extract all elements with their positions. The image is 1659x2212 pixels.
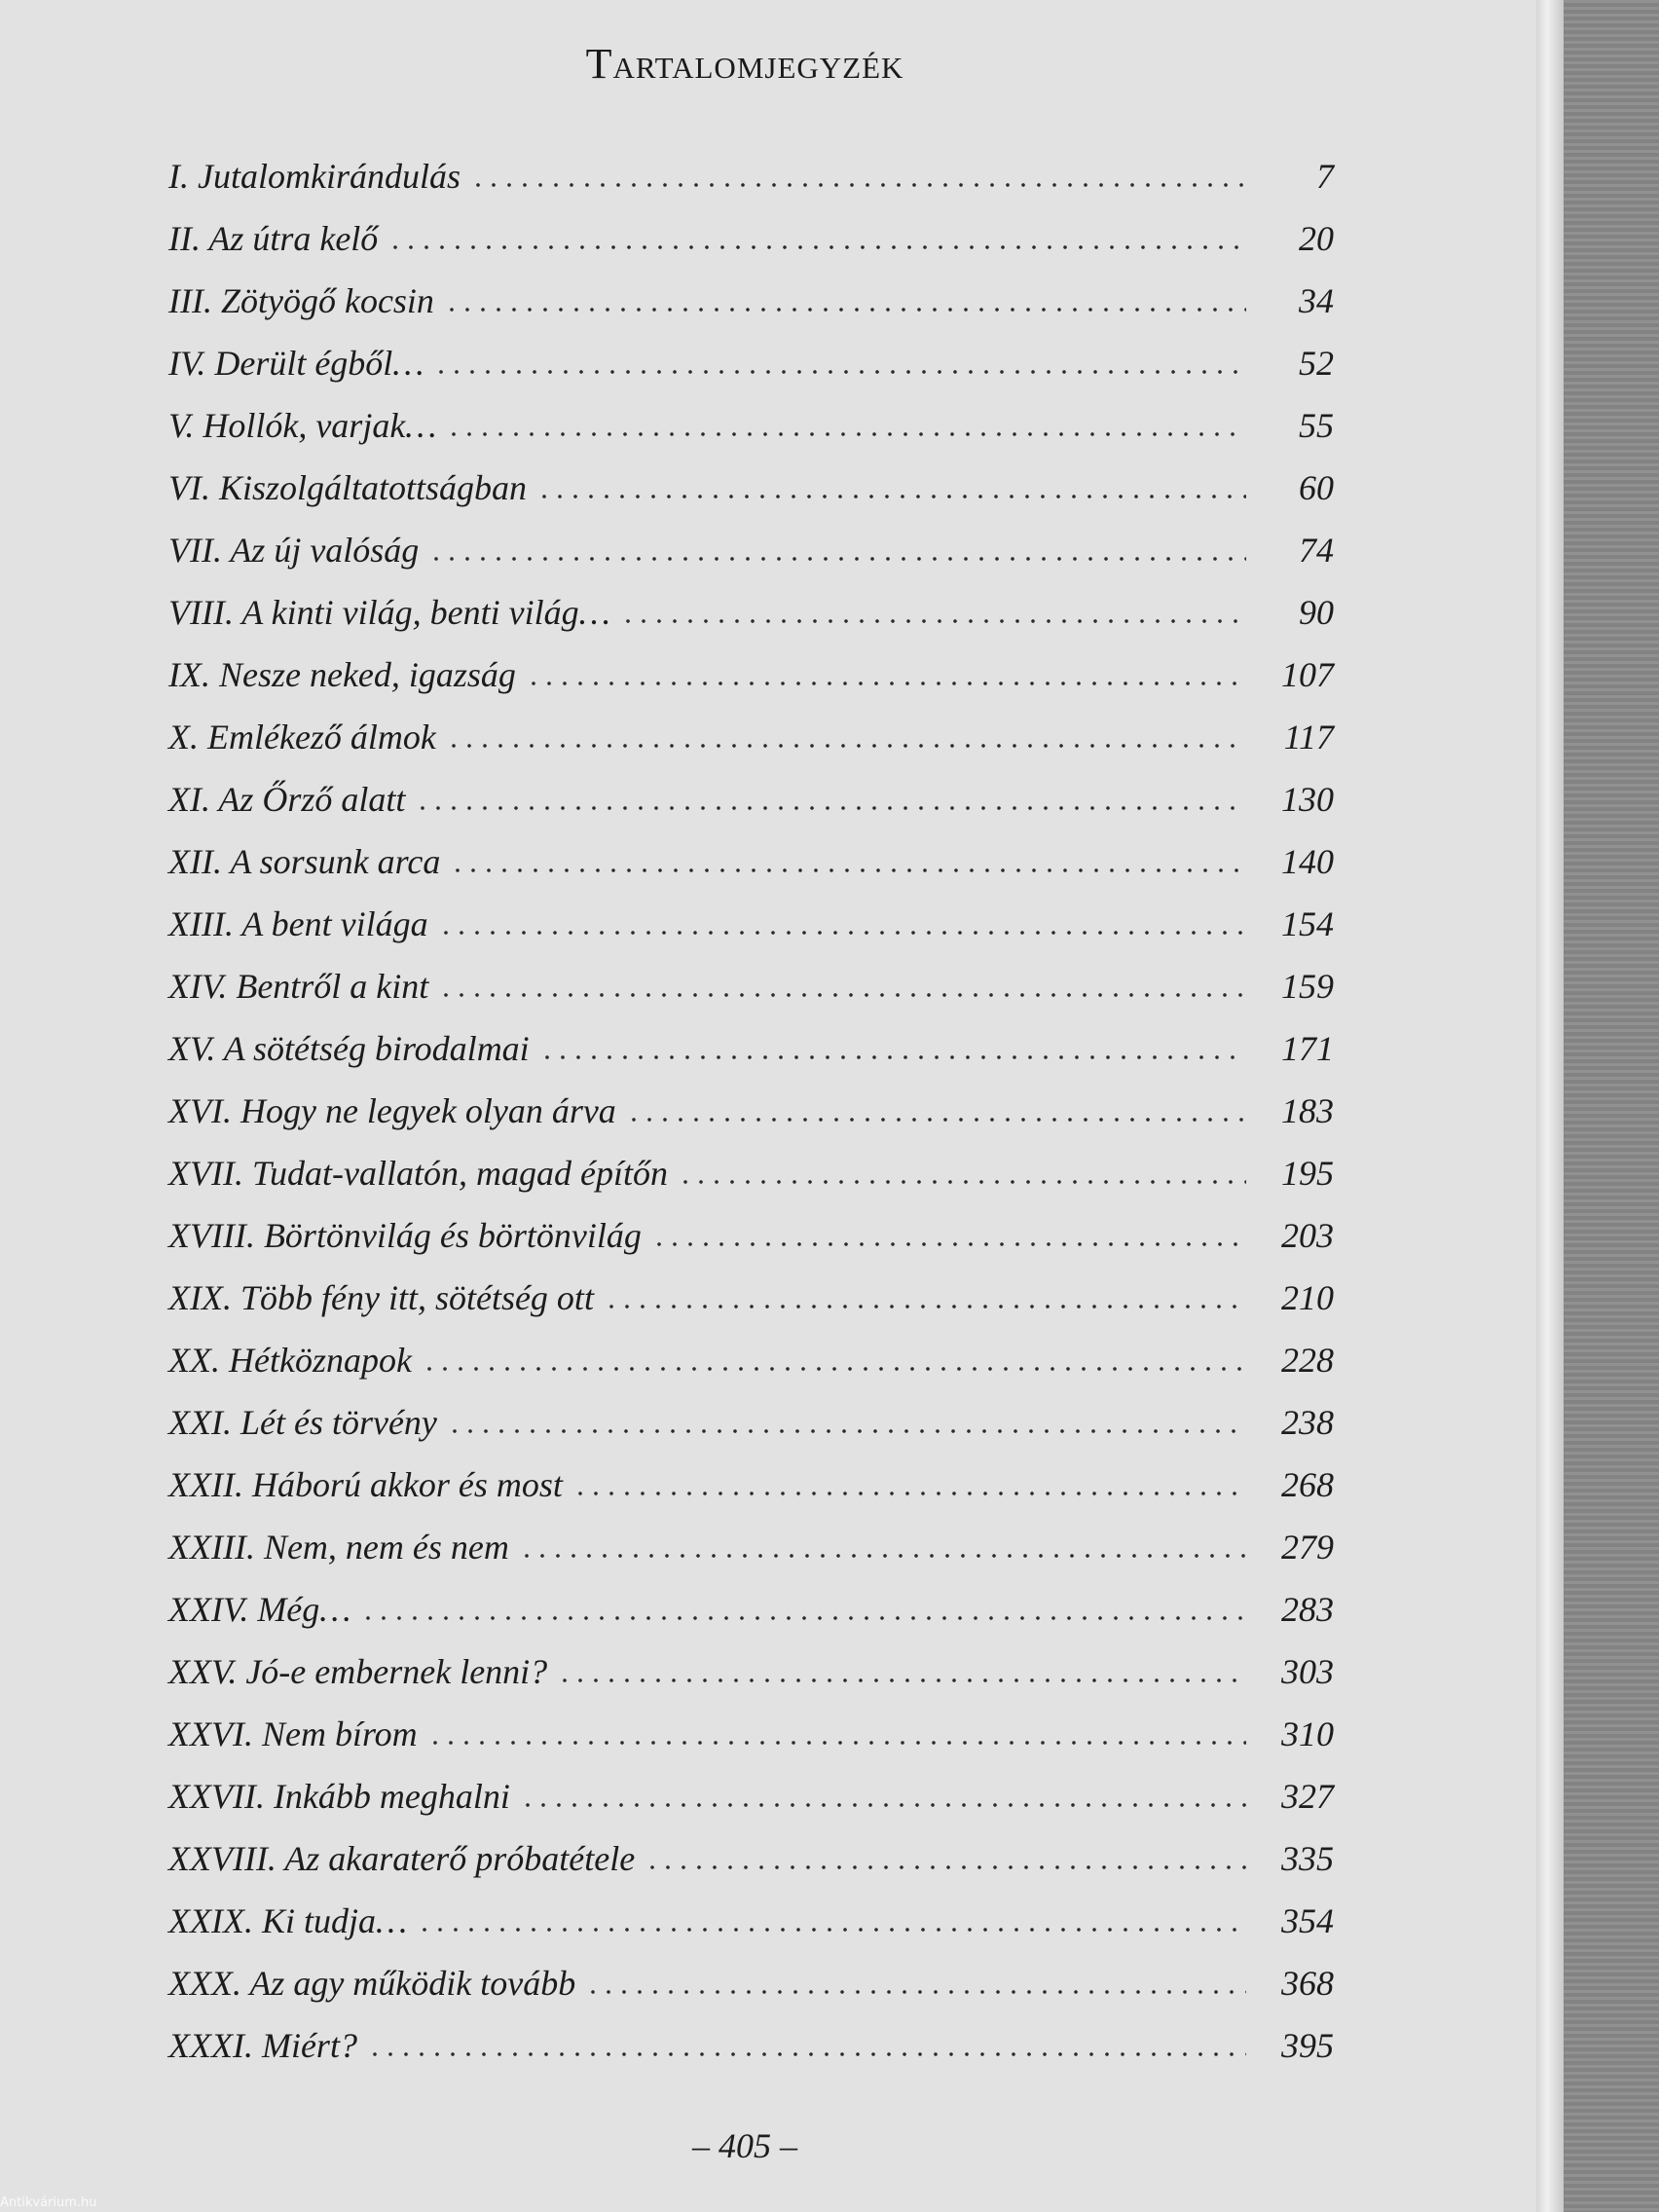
page-edge <box>1536 0 1564 2212</box>
dot-leader <box>444 307 1246 313</box>
chapter-page-number: 171 <box>1281 1029 1334 1068</box>
chapter-title: XXII. Háború akkor és most <box>168 1465 563 1504</box>
dot-leader <box>626 1117 1246 1123</box>
toc-entry <box>168 717 1334 779</box>
toc-entry <box>168 903 1334 966</box>
chapter-page-number: 130 <box>1281 780 1334 819</box>
dot-leader <box>620 618 1246 624</box>
background-surface <box>1564 0 1659 2212</box>
toc-entry <box>168 1838 1334 1900</box>
chapter-page-number: 140 <box>1281 842 1334 881</box>
chapter-title: XI. Az Őrző alatt <box>168 780 406 819</box>
toc-entry <box>168 156 1334 218</box>
watermark-text: Antikvárium.hu <box>0 2195 97 2210</box>
chapter-page-number: 335 <box>1281 1839 1334 1878</box>
chapter-title: XX. Hétköznapok <box>168 1341 412 1380</box>
toc-entry <box>168 530 1334 592</box>
toc-entry <box>168 841 1334 903</box>
chapter-page-number: 117 <box>1283 718 1334 756</box>
chapter-page-number: 238 <box>1281 1403 1334 1442</box>
chapter-title: XVII. Tudat-vallatón, magad építőn <box>168 1154 668 1193</box>
toc-entry <box>168 1527 1334 1589</box>
chapter-title: XV. A sötétség birodalmai <box>168 1029 530 1068</box>
dot-leader <box>585 1989 1246 1995</box>
chapter-page-number: 7 <box>1316 157 1334 196</box>
chapter-title: XXVII. Inkább meghalni <box>168 1777 510 1816</box>
dot-leader <box>519 1553 1246 1559</box>
dot-leader <box>651 1241 1246 1247</box>
dot-leader <box>438 992 1246 998</box>
dot-leader <box>536 494 1246 499</box>
chapter-title: V. Hollók, varjak… <box>168 406 437 445</box>
toc-entry <box>168 966 1334 1028</box>
dot-leader <box>422 1366 1246 1372</box>
chapter-page-number: 303 <box>1281 1652 1334 1691</box>
chapter-title: XIII. A bent világa <box>168 904 428 943</box>
chapter-title: X. Emlékező álmok <box>168 718 436 756</box>
chapter-page-number: 327 <box>1281 1777 1334 1816</box>
toc-entry <box>168 343 1334 405</box>
dot-leader <box>450 867 1246 873</box>
dot-leader <box>427 1740 1246 1746</box>
toc-entry <box>168 1589 1334 1651</box>
dot-leader <box>387 244 1246 250</box>
chapter-title: XII. A sorsunk arca <box>168 842 441 881</box>
chapter-title: VI. Kiszolgáltatottságban <box>168 468 528 507</box>
toc-entry <box>168 1340 1334 1402</box>
dot-leader <box>557 1677 1246 1683</box>
toc-entry <box>168 1963 1334 2025</box>
chapter-page-number: 203 <box>1281 1216 1334 1255</box>
toc-entry <box>168 1090 1334 1153</box>
dot-leader <box>438 930 1246 936</box>
chapter-page-number: 74 <box>1299 531 1334 570</box>
toc-entry <box>168 1402 1334 1464</box>
toc-entry <box>168 1153 1334 1215</box>
chapter-page-number: 107 <box>1281 655 1334 694</box>
chapter-page-number: 90 <box>1299 593 1334 632</box>
dot-leader <box>645 1864 1246 1870</box>
dot-leader <box>447 1428 1246 1434</box>
toc-entry <box>168 1714 1334 1776</box>
dot-leader <box>572 1491 1246 1496</box>
chapter-title: XXIX. Ki tudja… <box>168 1901 407 1940</box>
page-title: Tartalomjegyzék <box>585 40 904 88</box>
chapter-title: IV. Derült égből… <box>168 344 424 383</box>
toc-entry <box>168 467 1334 530</box>
chapter-page-number: 210 <box>1281 1278 1334 1317</box>
toc-entry <box>168 1464 1334 1527</box>
chapter-page-number: 159 <box>1281 967 1334 1006</box>
toc-entry <box>168 1651 1334 1714</box>
chapter-title: XVI. Hogy ne legyek olyan árva <box>168 1091 616 1130</box>
dot-leader <box>604 1304 1246 1309</box>
chapter-page-number: 395 <box>1281 2026 1334 2065</box>
chapter-page-number: 268 <box>1281 1465 1334 1504</box>
toc-entry <box>168 1277 1334 1340</box>
chapter-page-number: 55 <box>1299 406 1334 445</box>
chapter-page-number: 310 <box>1281 1714 1334 1753</box>
chapter-page-number: 354 <box>1281 1901 1334 1940</box>
toc-entry <box>168 592 1334 654</box>
chapter-title: XXXI. Miért? <box>168 2026 357 2065</box>
chapter-title: II. Az útra kelő <box>168 219 379 258</box>
chapter-title: IX. Nesze neked, igazság <box>168 655 516 694</box>
chapter-title: VIII. A kinti világ, benti világ… <box>168 593 610 632</box>
dot-leader <box>415 805 1246 811</box>
chapter-title: XXI. Lét és törvény <box>168 1403 437 1442</box>
dot-leader <box>360 1615 1246 1621</box>
dot-leader <box>417 1927 1246 1933</box>
dot-leader <box>446 431 1246 437</box>
toc-entry <box>168 1215 1334 1277</box>
chapter-title: XIX. Több fény itt, sötétség ott <box>168 1278 594 1317</box>
chapter-title: XXVIII. Az akaraterő próbatétele <box>168 1839 636 1878</box>
chapter-page-number: 283 <box>1281 1590 1334 1629</box>
page-number: – 405 – <box>692 2126 797 2165</box>
chapter-title: I. Jutalomkirándulás <box>168 157 461 196</box>
toc-entry <box>168 1776 1334 1838</box>
dot-leader <box>367 2051 1246 2057</box>
chapter-page-number: 195 <box>1281 1154 1334 1193</box>
toc-entry <box>168 280 1334 343</box>
dot-leader <box>520 1802 1246 1808</box>
chapter-title: XXVI. Nem bírom <box>168 1714 418 1753</box>
toc-entry <box>168 1028 1334 1090</box>
dot-leader <box>428 556 1246 562</box>
table-of-contents <box>168 156 1334 2087</box>
dot-leader <box>539 1054 1246 1060</box>
chapter-page-number: 20 <box>1299 219 1334 258</box>
toc-entry <box>168 218 1334 280</box>
dot-leader <box>433 369 1246 375</box>
chapter-page-number: 183 <box>1281 1091 1334 1130</box>
chapter-title: III. Zötyögő kocsin <box>168 281 434 320</box>
chapter-page-number: 279 <box>1281 1528 1334 1567</box>
chapter-title: XXIV. Még… <box>168 1590 351 1629</box>
dot-leader <box>470 182 1246 188</box>
dot-leader <box>526 681 1246 686</box>
chapter-page-number: 60 <box>1299 468 1334 507</box>
chapter-title: XXX. Az agy működik tovább <box>168 1964 576 2003</box>
dot-leader <box>678 1179 1246 1185</box>
chapter-page-number: 368 <box>1281 1964 1334 2003</box>
chapter-title: VII. Az új valóság <box>168 531 420 570</box>
toc-entry <box>168 2025 1334 2087</box>
chapter-title: XIV. Bentről a kint <box>168 967 429 1006</box>
toc-entry <box>168 405 1334 467</box>
toc-entry <box>168 654 1334 717</box>
toc-entry <box>168 779 1334 841</box>
chapter-page-number: 52 <box>1299 344 1334 383</box>
chapter-page-number: 228 <box>1281 1341 1334 1380</box>
chapter-title: XXV. Jó-e embernek lenni? <box>168 1652 548 1691</box>
chapter-title: XVIII. Börtönvilág és börtönvilág <box>168 1216 642 1255</box>
chapter-page-number: 154 <box>1281 904 1334 943</box>
chapter-page-number: 34 <box>1299 281 1334 320</box>
toc-entry <box>168 1900 1334 1963</box>
chapter-title: XXIII. Nem, nem és nem <box>168 1528 509 1567</box>
dot-leader <box>446 743 1246 749</box>
